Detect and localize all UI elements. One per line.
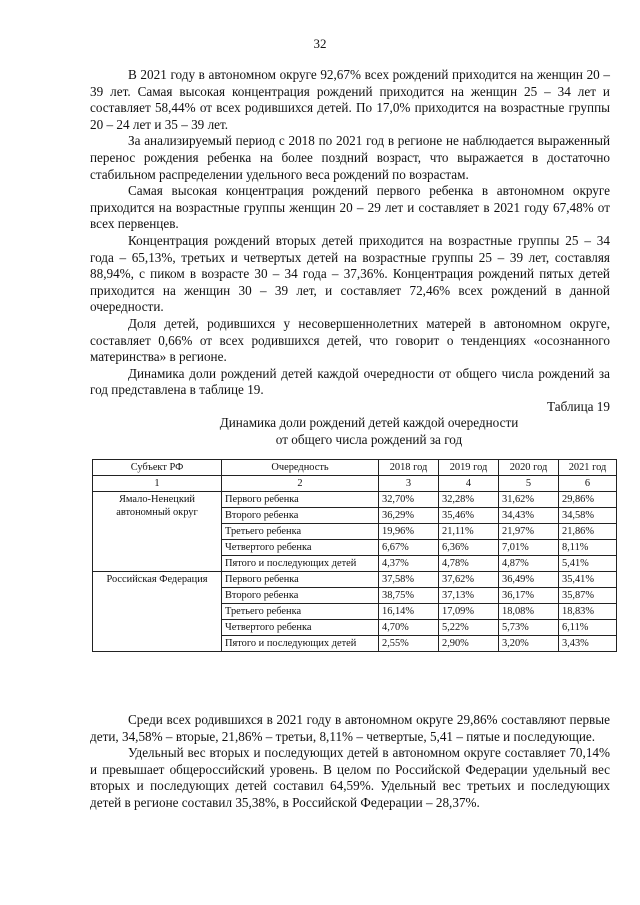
data-table xyxy=(92,459,617,652)
column-number: 3 xyxy=(379,476,439,492)
order-cell: Первого ребенка xyxy=(222,492,379,508)
header-cell: 2021 год xyxy=(559,460,617,476)
subject-cell: Ямало-Ненецкий автономный округ xyxy=(93,492,222,572)
column-number: 6 xyxy=(559,476,617,492)
value-cell: 34,43% xyxy=(499,508,559,524)
table-title: Динамика доли рождений детей каждой очередности xyxy=(219,415,519,431)
table-title: от общего числа рождений за год xyxy=(275,432,463,448)
value-cell: 2,90% xyxy=(439,636,499,652)
value-cell: 38,75% xyxy=(379,588,439,604)
table-row xyxy=(93,492,617,508)
column-number-row xyxy=(93,476,617,492)
table-label: Таблица 19 xyxy=(547,398,610,414)
table-row xyxy=(93,572,617,588)
paragraph: Удельный вес вторых и последующих детей в автономном округе составляет 70,14% и превышает общероссийский уровень. В целом по Российской Федерации удельный вес вторых и последующих детей составил 64,59%. Удельный вес третьих и последующих детей в регионе составил 35,38%, в Российской Федерации – 28,37%. xyxy=(90,745,610,810)
order-cell: Третьего ребенка xyxy=(222,524,379,540)
paragraph: Динамика доли рождений детей каждой очередности от общего числа рождений за год представлена в таблице 19. xyxy=(90,365,610,398)
order-cell: Четвертого ребенка xyxy=(222,540,379,556)
header-cell: Субъект РФ xyxy=(93,460,222,476)
order-cell: Второго ребенка xyxy=(222,508,379,524)
value-cell: 31,62% xyxy=(499,492,559,508)
order-cell: Второго ребенка xyxy=(222,588,379,604)
value-cell: 32,70% xyxy=(379,492,439,508)
value-cell: 37,62% xyxy=(439,572,499,588)
value-cell: 29,86% xyxy=(559,492,617,508)
value-cell: 17,09% xyxy=(439,604,499,620)
value-cell: 3,43% xyxy=(559,636,617,652)
value-cell: 21,86% xyxy=(559,524,617,540)
value-cell: 2,55% xyxy=(379,636,439,652)
order-cell: Третьего ребенка xyxy=(222,604,379,620)
value-cell: 6,11% xyxy=(559,620,617,636)
value-cell: 7,01% xyxy=(499,540,559,556)
column-number: 5 xyxy=(499,476,559,492)
value-cell: 18,83% xyxy=(559,604,617,620)
value-cell: 35,46% xyxy=(439,508,499,524)
value-cell: 37,13% xyxy=(439,588,499,604)
table-header-row xyxy=(93,460,617,476)
column-number: 1 xyxy=(93,476,222,492)
value-cell: 16,14% xyxy=(379,604,439,620)
order-cell: Пятого и последующих детей xyxy=(222,636,379,652)
header-cell: Очередность xyxy=(222,460,379,476)
value-cell: 21,11% xyxy=(439,524,499,540)
header-cell: 2019 год xyxy=(439,460,499,476)
value-cell: 8,11% xyxy=(559,540,617,556)
paragraph: Самая высокая концентрация рождений первого ребенка в автономном округе приходится на возрастные группы женщин 20 – 29 лет и составляет в 2021 году 67,48% от всех первенцев. xyxy=(90,183,610,232)
value-cell: 4,87% xyxy=(499,556,559,572)
order-cell: Четвертого ребенка xyxy=(222,620,379,636)
order-cell: Первого ребенка xyxy=(222,572,379,588)
value-cell: 5,73% xyxy=(499,620,559,636)
value-cell: 36,29% xyxy=(379,508,439,524)
value-cell: 32,28% xyxy=(439,492,499,508)
body-text xyxy=(90,67,610,449)
value-cell: 36,49% xyxy=(499,572,559,588)
value-cell: 3,20% xyxy=(499,636,559,652)
value-cell: 35,41% xyxy=(559,572,617,588)
value-cell: 34,58% xyxy=(559,508,617,524)
paragraph: Концентрация рождений вторых детей приходится на возрастные группы 25 – 34 года – 65,13%, третьих и четвертых детей на возрастные группы 25 – 39 лет, составляя 88,94%, с пиком в возрасте 30 – 34 года – 37,36%. Концентрация рождений пятых детей приходится на женщин 30 – 39 лет, и составляет 72,46% всех рождений в данной очередности. xyxy=(90,232,610,315)
value-cell: 5,41% xyxy=(559,556,617,572)
value-cell: 4,37% xyxy=(379,556,439,572)
paragraph: Среди всех родившихся в 2021 году в автономном округе 29,86% составляют первые дети, 34,58% – вторые, 21,86% – третьи, 8,11% – четвертые, 5,41 – пятые и последующие. xyxy=(90,712,610,744)
subject-cell: Российская Федерация xyxy=(93,572,222,652)
value-cell: 19,96% xyxy=(379,524,439,540)
header-cell: 2018 год xyxy=(379,460,439,476)
value-cell: 4,78% xyxy=(439,556,499,572)
order-cell: Пятого и последующих детей xyxy=(222,556,379,572)
value-cell: 6,36% xyxy=(439,540,499,556)
body-text-after-table xyxy=(90,712,610,812)
value-cell: 5,22% xyxy=(439,620,499,636)
column-number: 2 xyxy=(222,476,379,492)
paragraph: Доля детей, родившихся у несовершеннолетних матерей в автономном округе, составляет 0,66% от всех родившихся детей, что говорит о тенденциях «осознанного материнства» в регионе. xyxy=(90,315,610,365)
header-cell: 2020 год xyxy=(499,460,559,476)
paragraph: За анализируемый период с 2018 по 2021 год в регионе не наблюдается выраженный перенос рождения ребенка на более поздний возраст, что выражается в достаточно стабильном распределении удельного веса рождений по возрастам. xyxy=(90,133,610,182)
paragraph: В 2021 году в автономном округе 92,67% всех рождений приходится на женщин 20 – 39 лет. Самая высокая концентрация рождений приходится на женщин 25 – 34 лет и составляет 58,44% от всех родившихся детей. По 17,0% приходится на возрастные группы 20 – 24 лет и 35 – 39 лет. xyxy=(90,67,610,132)
page-number: 32 xyxy=(313,36,327,51)
value-cell: 4,70% xyxy=(379,620,439,636)
column-number: 4 xyxy=(439,476,499,492)
value-cell: 6,67% xyxy=(379,540,439,556)
value-cell: 21,97% xyxy=(499,524,559,540)
value-cell: 37,58% xyxy=(379,572,439,588)
value-cell: 35,87% xyxy=(559,588,617,604)
value-cell: 36,17% xyxy=(499,588,559,604)
value-cell: 18,08% xyxy=(499,604,559,620)
